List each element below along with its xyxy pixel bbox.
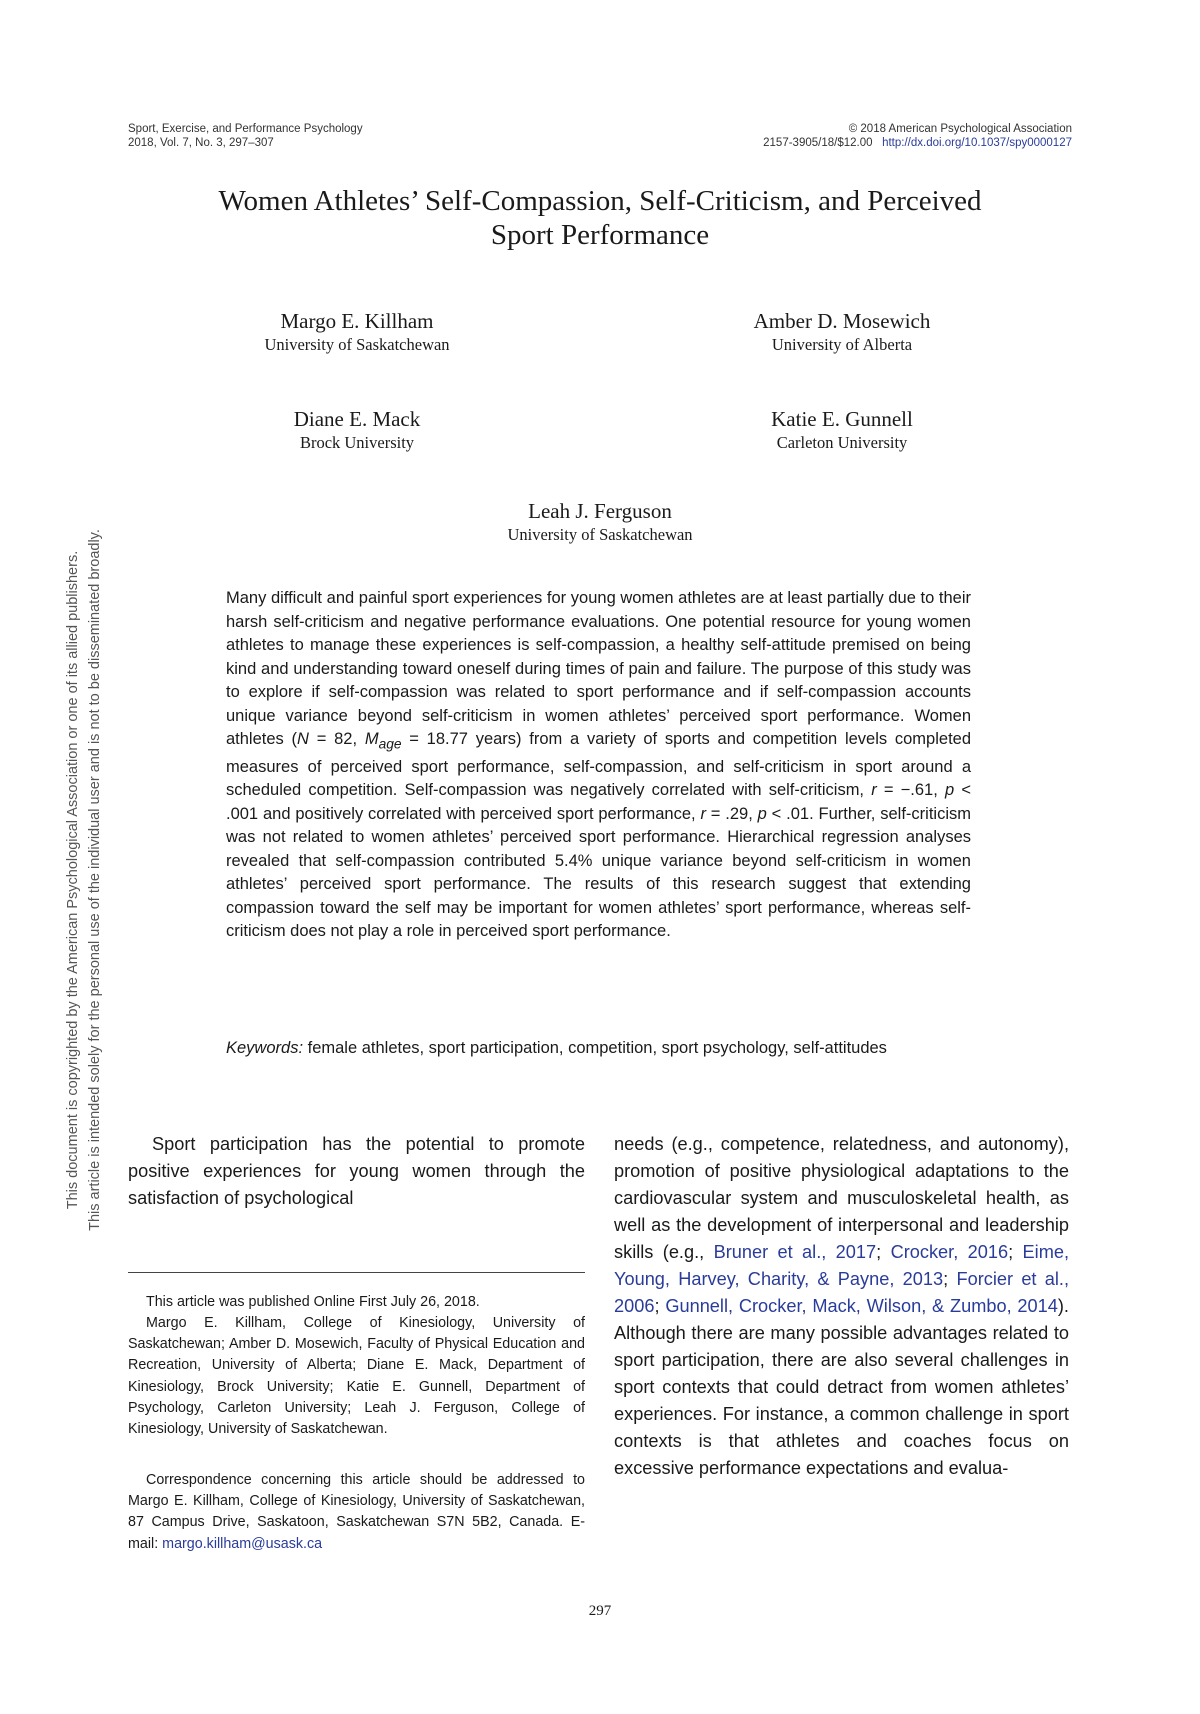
citation-link[interactable]: Crocker, 2016 — [890, 1242, 1009, 1262]
journal-name: Sport, Exercise, and Performance Psychology — [128, 123, 363, 135]
title-line1: Women Athletes’ Self-Compassion, Self-Criticism, and Perceived — [218, 185, 982, 217]
journal-header — [128, 122, 363, 150]
citation-link[interactable]: Bruner et al., 2017 — [713, 1242, 877, 1262]
copyright-header — [763, 122, 1072, 150]
article-title — [130, 184, 1070, 252]
author-affiliation: Brock University — [299, 433, 415, 452]
email-link[interactable]: margo.killham@usask.ca — [162, 1535, 323, 1552]
author-name: Amber D. Mosewich — [753, 309, 931, 333]
author-name: Leah J. Ferguson — [528, 499, 672, 523]
citation-link[interactable]: Eime, Young, Harvey, Charity, & Payne, 2013 — [614, 1242, 1070, 1289]
author-block-3 — [167, 406, 547, 454]
copyright-notice-line2: This article is intended solely for the personal use of the individual user and is not to be disseminated broadly. — [87, 529, 103, 1231]
copyright-line: © 2018 American Psychological Association — [848, 123, 1072, 135]
footnote-correspondence: Correspondence concerning this article should be addressed to Margo E. Killham, College of Kinesiology, University of Saskatchewan, 87 Campus Drive, Saskatoon, Saskatchewan S7N 5B2, Canada. E-mail: margo.killham@usask.ca — [128, 1472, 585, 1552]
citation-link[interactable]: Forcier et al., 2006 — [614, 1269, 1070, 1316]
author-name: Katie E. Gunnell — [771, 407, 913, 431]
author-block-2 — [652, 308, 1032, 356]
issn: 2157-3905/18/$12.00 — [763, 137, 873, 149]
author-affiliation: University of Saskatchewan — [507, 525, 693, 544]
issn-doi-line — [763, 136, 1072, 150]
doi-link[interactable]: http://dx.doi.org/10.1037/spy0000127 — [882, 137, 1072, 149]
author-block-5 — [410, 498, 790, 546]
author-affiliation: University of Saskatchewan — [264, 335, 450, 354]
keywords — [226, 1037, 971, 1061]
copyright-notice-line1: This document is copyrighted by the American Psychological Association or one of its allied publishers. — [65, 550, 81, 1210]
citation-link[interactable]: Gunnell, Crocker, Mack, Wilson, & Zumbo, 2014 — [665, 1296, 1058, 1316]
copyright-notice — [62, 440, 106, 1320]
journal-volume: 2018, Vol. 7, No. 3, 297–307 — [128, 137, 274, 149]
footnote-divider — [128, 1272, 585, 1273]
author-affiliation: University of Alberta — [771, 335, 913, 354]
keywords-text: female athletes, sport participation, competition, sport psychology, self-attitudes — [303, 1039, 887, 1057]
title-line2: Sport Performance — [490, 219, 710, 251]
abstract: Many difficult and painful sport experiences for young women athletes are at least partially due to their harsh self-criticism and negative performance evaluations. One potential resource for young women athletes to manage these experiences is self-compassion, a healthy self-attitude premised on being kind and understanding toward oneself during times of pain and failure. The purpose of this study was to explore if self-compassion was related to sport performance and if self-compassion accounts unique variance beyond self-criticism in women athletes’ perceived sport performance. Women athletes (N = 82, $M_{age} = 18.77$ years) from a variety of sports and competition levels completed measures of perceived sport performance, self-compassion, and self-criticism in sport around a scheduled competition. Self-compassion was negatively correlated with self-criticism, r = −.61, p < .001 and positively correlated with perceived sport performance, r = .29, p < .01. Further, self-criticism was not related to women athletes’ perceived sport performance. Hierarchical regression analyses revealed that self-compassion contributed 5.4% unique variance beyond self-criticism in women athletes’ perceived sport performance. The results of this research suggest that extending compassion toward the self may be important for women athletes’ sport performance, whereas self-criticism does not play a role in perceived sport performance. — [226, 589, 972, 941]
page-number: 297 — [588, 1603, 612, 1619]
body-right-column: needs (e.g., competence, relatedness, and autonomy), promotion of positive physiological adaptations to the cardiovascular system and musculoskeletal health, as well as the development of interpersonal and leadership skills (e.g., Bruner et al., 2017; Crocker, 2016; Eime, Young, Harvey, Charity, & Payne, 2013; Forcier et al., 2006; Gunnell, Crocker, Mack, Wilson, & Zumbo, 2014). Although there are many possible advantages related to sport participation, there are also several challenges in sport contexts that could detract from women athletes’ experiences. For instance, a common challenge in sport contexts is that athletes and coaches focus on excessive performance expectations and evalua- — [614, 1134, 1070, 1478]
author-affiliation: Carleton University — [776, 433, 908, 452]
author-block-1 — [167, 308, 547, 356]
author-block-4 — [652, 406, 1032, 454]
author-name: Margo E. Killham — [280, 309, 434, 333]
keywords-label: Keywords: — [226, 1039, 304, 1057]
footnote-published: This article was published Online First July 26, 2018. — [146, 1294, 480, 1310]
author-name: Diane E. Mack — [293, 407, 421, 431]
body-left-column: Sport participation has the potential to promote positive experiences for young women through the satisfaction of psychological — [128, 1134, 585, 1208]
footnote-affiliations: Margo E. Killham, College of Kinesiology, University of Saskatchewan; Amber D. Mosewich, Faculty of Physical Education and Recreation, University of Alberta; Diane E. Mack, Department of Kinesiology, Brock University; Katie E. Gunnell, Department of Psychology, Carleton University; Leah J. Ferguson, College of Kinesiology, University of Saskatchewan. — [128, 1315, 585, 1438]
